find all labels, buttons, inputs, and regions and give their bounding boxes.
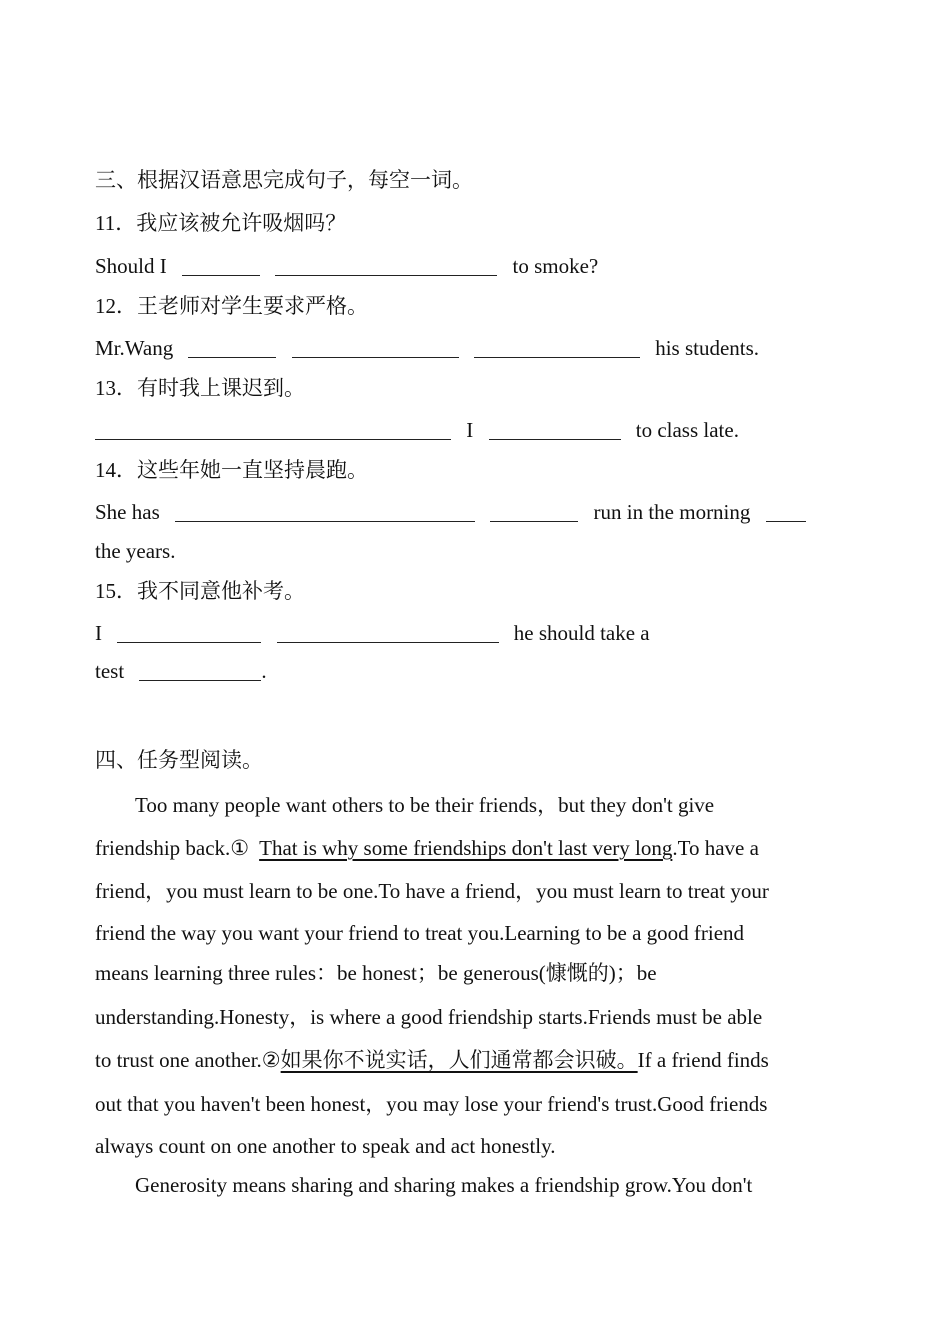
passage-line-3: friend，you must learn to be one.To have a friend，you must learn to treat your	[95, 879, 769, 903]
q15-blank-3[interactable]	[139, 661, 261, 681]
passage-text: .To have a	[672, 836, 759, 860]
q12-blank-2[interactable]	[292, 338, 459, 358]
q14-english-cont: the years.	[95, 539, 176, 563]
q11-text-a: Should I	[95, 254, 167, 278]
passage-line-9: always count on one another to speak and act honestly.	[95, 1134, 556, 1158]
section-4-heading: 四、任务型阅读。	[95, 748, 263, 772]
q15-english-cont	[95, 661, 267, 682]
passage-text: to trust one another.②	[95, 1048, 281, 1072]
passage-line-1: Too many people want others to be their friends，but they don't give	[135, 793, 715, 817]
q14-blank-1[interactable]	[175, 502, 475, 522]
passage-line-4: friend the way you want your friend to treat you.Learning to be a good friend	[95, 921, 745, 945]
q15-text-a: I	[95, 621, 102, 645]
q13-text-a: I	[466, 418, 474, 442]
q11-blank-1[interactable]	[182, 256, 260, 276]
q12-text-b: his students.	[655, 336, 760, 360]
q13-blank-2[interactable]	[489, 420, 621, 440]
q15-chinese: 15．我不同意他补考。	[95, 579, 305, 603]
passage-paragraph-2: Generosity means sharing and sharing makes a friendship grow.You don't	[135, 1173, 753, 1197]
q14-text-a: She has	[95, 500, 160, 524]
q13-blank-1[interactable]	[95, 420, 451, 440]
q15-text-c: test	[95, 659, 125, 683]
q14-text-b: run in the morning	[593, 500, 751, 524]
passage-text: If a friend finds	[637, 1048, 769, 1072]
q12-chinese: 12．王老师对学生要求严格。	[95, 294, 368, 318]
q14-blank-3[interactable]	[766, 502, 806, 522]
q11-chinese: 11．我应该被允许吸烟吗？	[95, 211, 347, 235]
q11-english	[95, 256, 598, 277]
q11-text-b: to smoke?	[512, 254, 599, 278]
q13-english	[95, 420, 739, 441]
q15-text-d: .	[261, 659, 267, 683]
q15-blank-2[interactable]	[277, 623, 499, 643]
q14-blank-2[interactable]	[490, 502, 578, 522]
passage-line-7	[95, 1050, 769, 1071]
q12-english	[95, 338, 759, 359]
q12-blank-3[interactable]	[474, 338, 640, 358]
q14-english	[95, 502, 806, 523]
q13-chinese: 13．有时我上课迟到。	[95, 376, 305, 400]
q15-text-b: he should take a	[513, 621, 650, 645]
underlined-sentence-1: That is why some friendships don't last very long	[259, 836, 673, 860]
q12-blank-1[interactable]	[188, 338, 276, 358]
passage-text: friendship back.①	[95, 836, 250, 860]
q12-text-a: Mr.Wang	[95, 336, 174, 360]
passage-line-6: understanding.Honesty，is where a good friendship starts.Friends must be able	[95, 1005, 763, 1029]
passage-line-2	[95, 838, 759, 859]
underlined-sentence-2: 如果你不说实话，人们通常都会识破。	[280, 1048, 638, 1072]
q11-blank-2[interactable]	[275, 256, 497, 276]
passage-line-5: means learning three rules：be honest；be generous(慷慨的)；be	[95, 961, 657, 985]
q15-blank-1[interactable]	[117, 623, 261, 643]
passage-line-8: out that you haven't been honest，you may lose your friend's trust.Good friends	[95, 1092, 768, 1116]
q14-chinese: 14．这些年她一直坚持晨跑。	[95, 458, 368, 482]
section-3-heading: 三、根据汉语意思完成句子，每空一词。	[95, 168, 473, 192]
q13-text-b: to class late.	[635, 418, 739, 442]
q15-english	[95, 623, 650, 644]
